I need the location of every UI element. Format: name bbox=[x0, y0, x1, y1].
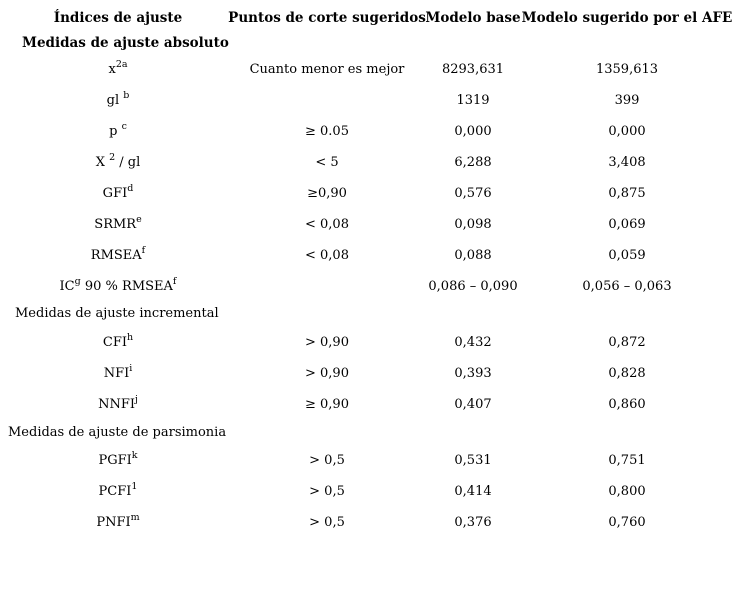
cutoff-value: ≥ 0.05 bbox=[305, 124, 349, 139]
index-label: SRMR$^e$ bbox=[94, 214, 142, 232]
cutoff-value: Cuanto menor es mejor bbox=[249, 62, 405, 77]
index-label: NFI$^i$ bbox=[103, 363, 133, 381]
base-value: 0,393 bbox=[454, 366, 492, 381]
afe-value: 0,860 bbox=[608, 397, 646, 412]
header-afe-model: Modelo sugerido por el AFE bbox=[521, 10, 732, 26]
afe-value: 0,875 bbox=[608, 186, 646, 201]
base-value: 0,414 bbox=[454, 484, 492, 499]
base-value: 1319 bbox=[456, 93, 490, 108]
index-label: $x^{2a}$ bbox=[108, 59, 128, 77]
index-label: PGFI$^k$ bbox=[98, 450, 138, 468]
section-title-incremental: Medidas de ajuste incremental bbox=[15, 306, 219, 321]
afe-value: 0,760 bbox=[608, 515, 646, 530]
afe-value: 0,056 – 0,063 bbox=[582, 279, 672, 294]
section-title-absolute: Medidas de ajuste absoluto bbox=[22, 35, 229, 51]
cutoff-value: > 0,90 bbox=[305, 366, 349, 381]
index-label: p $^c$ bbox=[109, 121, 127, 139]
afe-value: 0,800 bbox=[608, 484, 646, 499]
base-value: 0,098 bbox=[454, 217, 492, 232]
index-label: gl $^b$ bbox=[106, 90, 130, 108]
base-value: 8293,631 bbox=[441, 62, 505, 77]
index-label: CFI$^h$ bbox=[102, 332, 134, 350]
index-label: PCFI$^1$ bbox=[98, 481, 138, 499]
afe-value: 0,069 bbox=[608, 217, 646, 232]
afe-value: 0,000 bbox=[608, 124, 646, 139]
afe-value: 3,408 bbox=[608, 155, 646, 170]
index-label: RMSEA$^f$ bbox=[90, 245, 146, 263]
index-label: PNFI$^m$ bbox=[96, 512, 140, 530]
base-value: 6,288 bbox=[454, 155, 492, 170]
cutoff-value: < 0,08 bbox=[305, 248, 349, 263]
cutoff-value: < 0,08 bbox=[305, 217, 349, 232]
cutoff-value: ≥0,90 bbox=[307, 186, 347, 201]
section-title-parsimony: Medidas de ajuste de parsimonia bbox=[8, 425, 227, 440]
base-value: 0,531 bbox=[454, 453, 492, 468]
base-value: 0,000 bbox=[454, 124, 492, 139]
base-value: 0,576 bbox=[454, 186, 492, 201]
cutoff-value: > 0,5 bbox=[309, 515, 345, 530]
afe-value: 399 bbox=[614, 93, 640, 108]
afe-value: 0,828 bbox=[608, 366, 646, 381]
base-value: 0,407 bbox=[454, 397, 492, 412]
cutoff-value: > 0,5 bbox=[309, 453, 345, 468]
index-label: $IC^g$ 90 % RMSEA$^f$ bbox=[59, 276, 177, 294]
base-value: 0,376 bbox=[454, 515, 492, 530]
index-label: X $^2$ / gl bbox=[95, 152, 141, 170]
cutoff-value: > 0,90 bbox=[305, 335, 349, 350]
base-value: 0,432 bbox=[454, 335, 492, 350]
header-indices: Índices de ajuste bbox=[53, 10, 183, 26]
afe-value: 0,872 bbox=[608, 335, 646, 350]
cutoff-value: > 0,5 bbox=[309, 484, 345, 499]
index-label: GFI$^d$ bbox=[102, 183, 134, 201]
base-value: 0,088 bbox=[454, 248, 492, 263]
index-label: NNFI$^j$ bbox=[98, 394, 138, 412]
afe-value: 0,751 bbox=[608, 453, 646, 468]
afe-value: 1359,613 bbox=[595, 62, 659, 77]
base-value: 0,086 – 0,090 bbox=[428, 279, 518, 294]
cutoff-value: ≥ 0,90 bbox=[305, 397, 349, 412]
header-cutoff: Puntos de corte sugeridos bbox=[228, 10, 426, 26]
cutoff-value: < 5 bbox=[315, 155, 339, 170]
afe-value: 0,059 bbox=[608, 248, 646, 263]
header-base-model: Modelo base bbox=[425, 10, 521, 26]
